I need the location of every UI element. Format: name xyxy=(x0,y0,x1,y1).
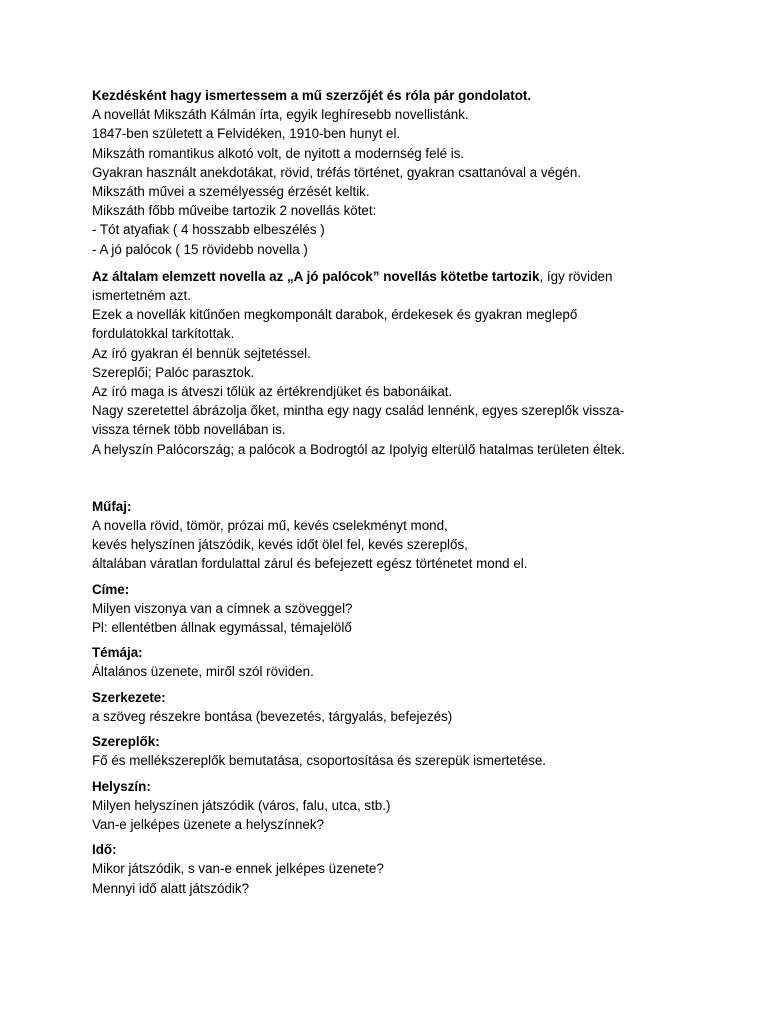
intro-block xyxy=(92,86,732,259)
section-cime xyxy=(92,580,732,638)
section-line: Mikor játszódik, s van-e ennek jelképes üzenete? xyxy=(92,861,384,877)
analysis-line: vissza térnek több novellában is. xyxy=(92,422,286,438)
analysis-line: ismertetném azt. xyxy=(92,288,191,304)
section-szereplok xyxy=(92,732,732,770)
section-line: Van-e jelképes üzenete a helyszínnek? xyxy=(92,816,325,832)
section-title: Témája: xyxy=(92,645,143,661)
section-line: Milyen helyszínen játszódik (város, falu, utca, stb.) xyxy=(92,797,391,813)
section-title: Szereplők: xyxy=(92,734,160,750)
intro-line: Mikszáth főbb műveibe tartozik 2 novellás kötet: xyxy=(92,203,377,219)
analysis-block xyxy=(92,267,732,459)
analysis-bold-lead: Az általam elemzett novella az „A jó palócok” novellás kötetbe tartozik xyxy=(92,268,540,284)
section-line: általában váratlan fordulattal zárul és befejezett egész történetet mond el. xyxy=(92,556,528,572)
analysis-line: A helyszín Palócország; a palócok a Bodrogtól az Ipolyig elterülő hatalmas területen éltek. xyxy=(92,441,625,457)
document-page xyxy=(92,86,732,898)
analysis-line: Ezek a novellák kitűnően megkomponált darabok, érdekesek és gyakran meglepő xyxy=(92,307,578,323)
analysis-lead-line xyxy=(92,267,732,286)
section-title: Idő: xyxy=(92,842,117,858)
intro-line: Mikszáth romantikus alkotó volt, de nyitott a modernség felé is. xyxy=(92,145,465,161)
section-title: Helyszín: xyxy=(92,778,151,794)
analysis-lead-rest: , így röviden xyxy=(539,268,613,284)
section-helyszin xyxy=(92,777,732,835)
analysis-line: Szereplői; Palóc parasztok. xyxy=(92,364,255,380)
intro-line: Mikszáth művei a személyesség érzését keltik. xyxy=(92,184,370,200)
section-line: kevés helyszínen játszódik, kevés időt ölel fel, kevés szereplős, xyxy=(92,537,468,553)
section-ido xyxy=(92,840,732,898)
section-title: Címe: xyxy=(92,581,130,597)
section-title: Szerkezete: xyxy=(92,689,166,705)
analysis-line: fordulatokkal tarkítottak. xyxy=(92,326,235,342)
analysis-line: Nagy szeretettel ábrázolja őket, mintha egy nagy család lennénk, egyes szereplők vissza- xyxy=(92,403,625,419)
intro-list-item: - Tót atyafiak ( 4 hosszabb elbeszélés ) xyxy=(92,222,325,238)
section-line: Általános üzenete, miről szól röviden. xyxy=(92,664,314,680)
section-line: Pl: ellentétben állnak egymással, témajelölő xyxy=(92,620,352,636)
section-temaja xyxy=(92,643,732,681)
section-mufaj xyxy=(92,497,732,574)
section-line: A novella rövid, tömör, prózai mű, kevés cselekményt mond, xyxy=(92,518,448,534)
analysis-line: Az író gyakran él bennük sejtetéssel. xyxy=(92,345,311,361)
section-title: Műfaj: xyxy=(92,498,132,514)
intro-line: Gyakran használt anekdotákat, rövid, tréfás történet, gyakran csattanóval a végén. xyxy=(92,164,582,180)
section-line: Mennyi idő alatt játszódik? xyxy=(92,880,250,896)
section-line: Fő és mellékszereplők bemutatása, csoportosítása és szerepük ismertetése. xyxy=(92,753,547,769)
section-line: a szöveg részekre bontása (bevezetés, tárgyalás, befejezés) xyxy=(92,708,453,724)
intro-heading: Kezdésként hagy ismertessem a mű szerzőjét és róla pár gondolatot. xyxy=(92,88,532,103)
section-line: Milyen viszonya van a címnek a szöveggel? xyxy=(92,600,353,616)
intro-list-item: - A jó palócok ( 15 rövidebb novella ) xyxy=(92,241,308,257)
analysis-line: Az író maga is átveszi tőlük az értékrendjüket és babonáikat. xyxy=(92,384,453,400)
section-szerkezete xyxy=(92,688,732,726)
intro-line: 1847-ben született a Felvidéken, 1910-ben hunyt el. xyxy=(92,126,401,142)
intro-line: A novellát Mikszáth Kálmán írta, egyik leghíresebb novellistánk. xyxy=(92,107,469,123)
